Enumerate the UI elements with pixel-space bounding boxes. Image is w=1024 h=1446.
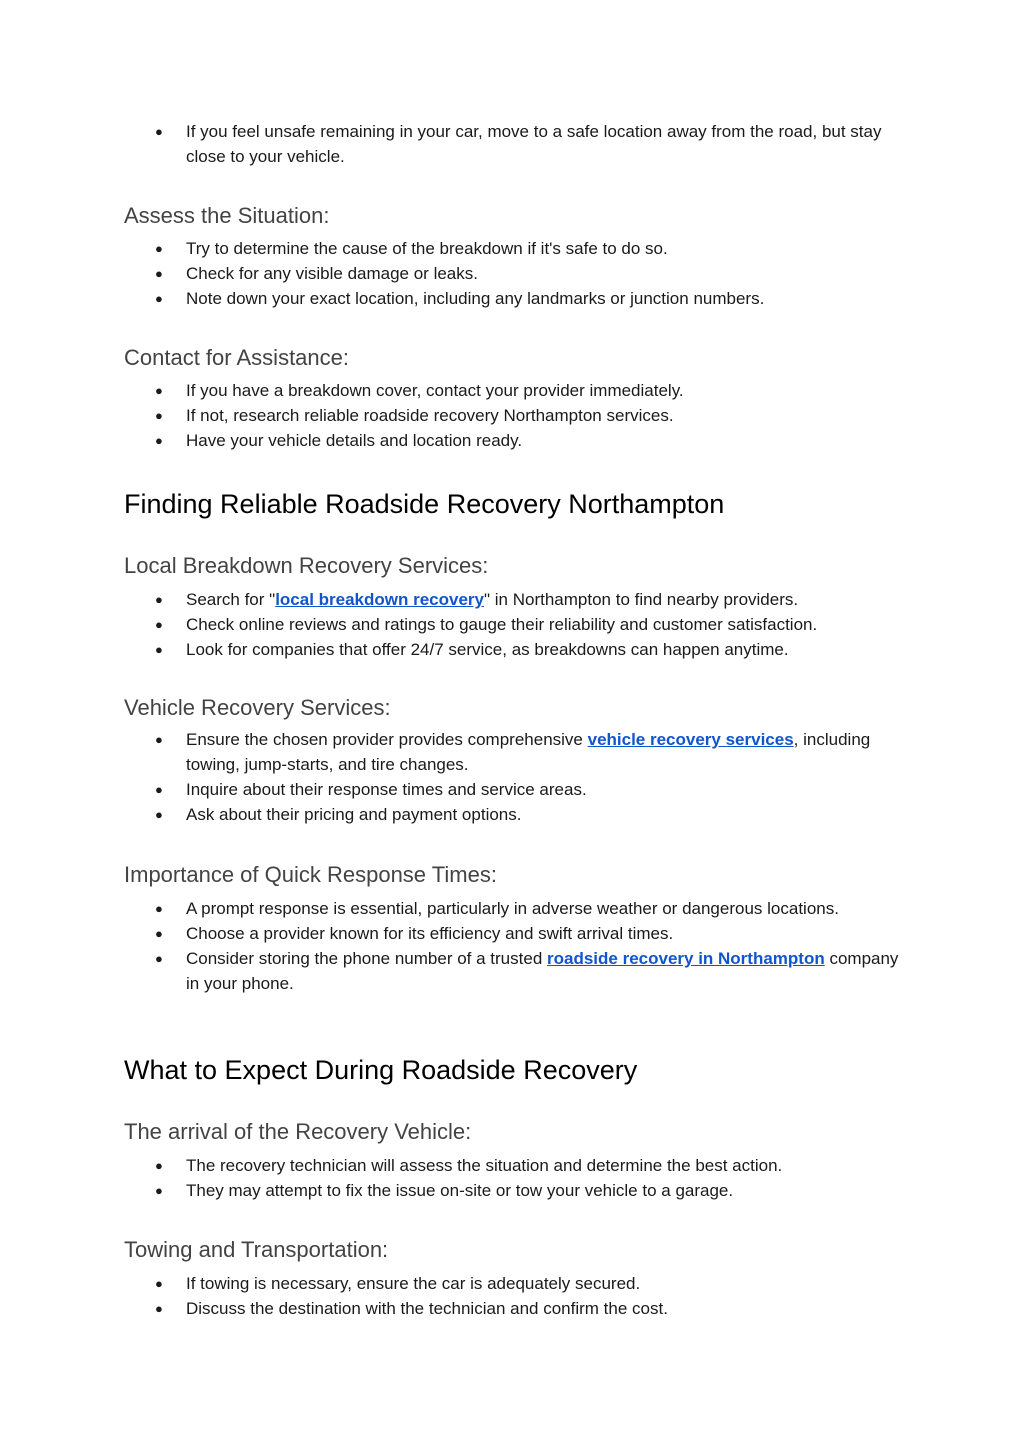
list-item (124, 922, 904, 947)
list-item-text: If you feel unsafe remaining in your car, move to a safe location away from the road, but stay close to your vehicle. (186, 122, 882, 166)
bullet-list (124, 728, 904, 827)
section-subheading: Local Breakdown Recovery Services: (124, 553, 489, 578)
list-item (124, 404, 904, 429)
list-item-text: Check online reviews and ratings to gauge their reliability and customer satisfaction. (186, 615, 818, 634)
list-item (124, 803, 904, 828)
list-item (124, 588, 904, 613)
bullet-icon: ● (155, 951, 163, 966)
bullet-list (124, 379, 904, 454)
quick-response-section (124, 861, 904, 997)
intro-section (124, 120, 904, 170)
bullet-list (124, 1154, 904, 1204)
text-segment: company in your phone. (186, 949, 899, 993)
list-item-text: Choose a provider known for its efficiency and swift arrival times. (186, 924, 674, 943)
expect-section (124, 1054, 904, 1086)
bullet-icon: ● (155, 781, 163, 797)
bullet-icon: ● (155, 124, 163, 139)
text-segment: Search for " (186, 590, 276, 609)
arrival-section (124, 1118, 904, 1204)
bullet-list (124, 237, 904, 312)
bullet-icon: ● (155, 901, 163, 916)
bullet-icon: ● (155, 241, 163, 256)
vehicle-section (124, 694, 904, 828)
bullet-icon: ● (155, 806, 163, 822)
section-subheading: Importance of Quick Response Times: (124, 862, 497, 887)
bullet-icon: ● (155, 1276, 163, 1291)
list-item (124, 947, 904, 996)
list-item (124, 897, 904, 922)
list-item (124, 613, 904, 638)
bullet-icon: ● (155, 266, 163, 281)
section-subheading: Assess the Situation: (124, 203, 330, 228)
bullet-icon: ● (155, 642, 163, 657)
bullet-icon: ● (155, 291, 163, 306)
text-segment: " in Northampton to find nearby providers. (484, 590, 799, 609)
list-item-text: If you have a breakdown cover, contact your provider immediately. (186, 381, 684, 400)
assess-section (124, 202, 904, 312)
bullet-icon: ● (155, 926, 163, 941)
list-item (124, 1179, 904, 1204)
local-breakdown-recovery-link[interactable]: local breakdown recovery (275, 590, 485, 609)
text-segment: Consider storing the phone number of a trusted (186, 949, 547, 968)
local-section (124, 552, 904, 663)
list-item-text: Note down your exact location, including any landmarks or junction numbers. (186, 289, 765, 308)
section-subheading: Towing and Transportation: (124, 1237, 389, 1262)
list-item-text: If not, research reliable roadside recovery Northampton services. (186, 406, 674, 425)
vehicle-recovery-services-link[interactable]: vehicle recovery services (587, 730, 794, 749)
list-item-text: If towing is necessary, ensure the car is adequately secured. (186, 1274, 641, 1293)
list-item (124, 379, 904, 404)
bullet-list (124, 1272, 904, 1322)
list-item (124, 237, 904, 262)
bullet-icon: ● (155, 617, 163, 632)
list-item (124, 120, 904, 169)
list-item (124, 638, 904, 663)
section-subheading: Contact for Assistance: (124, 345, 349, 370)
bullet-icon: ● (155, 1301, 163, 1316)
text-segment: Ensure the chosen provider provides comprehensive (186, 730, 588, 749)
list-item-text: Look for companies that offer 24/7 service, as breakdowns can happen anytime. (186, 640, 789, 659)
list-item (124, 262, 904, 287)
list-item (124, 287, 904, 312)
bullet-icon: ● (155, 433, 163, 448)
bullet-icon: ● (155, 732, 163, 747)
finding-section (124, 488, 904, 520)
bullet-icon: ● (155, 408, 163, 423)
list-item-text: Ask about their pricing and payment options. (186, 804, 522, 824)
bullet-icon: ● (155, 1158, 163, 1173)
list-item-text: Discuss the destination with the technician and confirm the cost. (186, 1299, 668, 1318)
section-heading: What to Expect During Roadside Recovery (124, 1055, 638, 1085)
list-item-text: Check for any visible damage or leaks. (186, 264, 478, 283)
list-item-text: They may attempt to fix the issue on-site or tow your vehicle to a garage. (186, 1181, 734, 1200)
text-segment: , including towing, jump-starts, and tire changes. (186, 730, 871, 774)
towing-section (124, 1236, 904, 1322)
list-item (124, 728, 904, 777)
list-item (124, 1272, 904, 1297)
list-item (124, 429, 904, 454)
bullet-icon: ● (155, 592, 163, 607)
bullet-list (124, 588, 904, 663)
list-item (124, 1297, 904, 1322)
list-item-text: Try to determine the cause of the breakdown if it's safe to do so. (186, 239, 668, 258)
bullet-icon: ● (155, 383, 163, 398)
list-item-text: A prompt response is essential, particularly in adverse weather or dangerous locations. (186, 899, 839, 918)
bullet-icon: ● (155, 1183, 163, 1198)
list-item (124, 778, 904, 803)
bullet-list (124, 897, 904, 996)
section-heading: Finding Reliable Roadside Recovery Northampton (124, 489, 725, 519)
section-subheading: Vehicle Recovery Services: (124, 695, 391, 720)
contact-section (124, 344, 904, 454)
list-item-text: The recovery technician will assess the situation and determine the best action. (186, 1156, 783, 1175)
list-item-text: Have your vehicle details and location ready. (186, 431, 523, 450)
roadside-recovery-northampton-link[interactable]: roadside recovery in Northampton (547, 949, 825, 968)
list-item-text: Inquire about their response times and service areas. (186, 779, 587, 799)
list-item (124, 1154, 904, 1179)
bullet-list (124, 120, 904, 169)
section-subheading: The arrival of the Recovery Vehicle: (124, 1119, 472, 1144)
